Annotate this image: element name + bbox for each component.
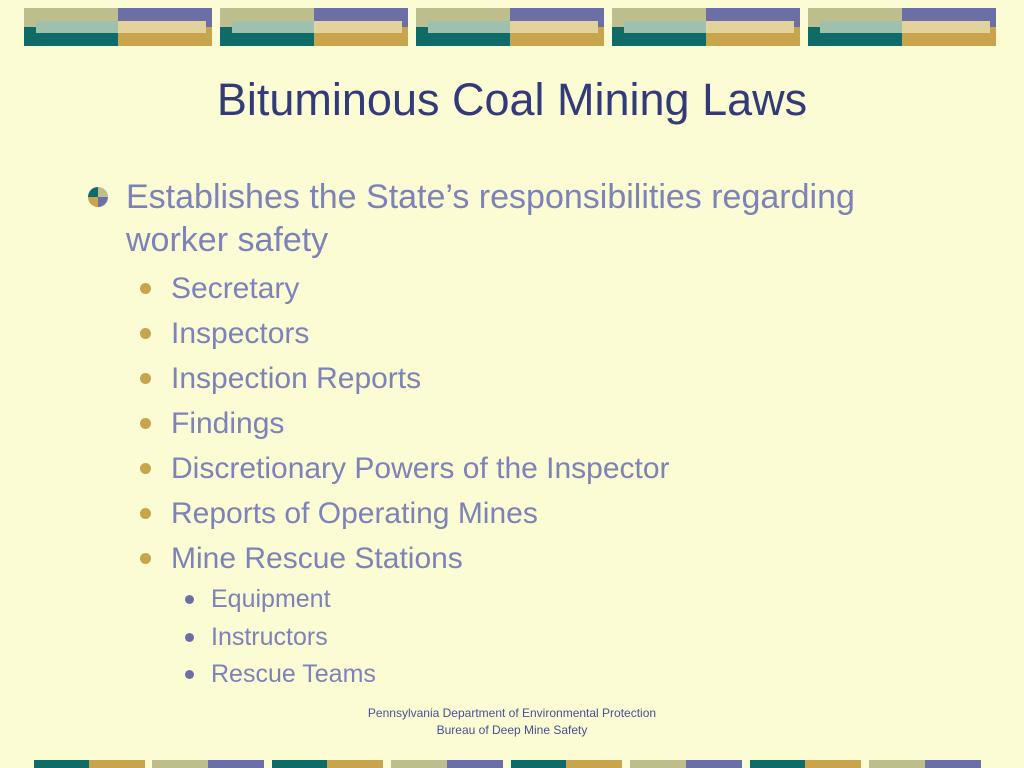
quartered-circle-icon [88,187,108,207]
sub-sub-bullet-item [185,619,966,657]
slate-dot-icon [185,670,194,679]
sub-bullet-text: Reports of Operating Mines [171,497,538,530]
slide-footer [0,705,1024,739]
gold-dot-icon [140,553,151,564]
gold-dot-icon [140,373,151,384]
main-bullet-point [86,176,966,262]
footer-bureau: Bureau of Deep Mine Safety [436,723,588,737]
top-decoration-banner [24,8,1000,46]
sub-bullet-item [140,311,966,356]
footer-organization: Pennsylvania Department of Environmental Protection [367,706,657,720]
sub-sub-bullet-item [185,656,966,694]
sub-bullet-item [140,446,966,491]
slate-dot-icon [185,595,194,604]
sub-bullet-item [140,356,966,401]
gold-dot-icon [140,463,151,474]
main-bullet-text: Establishes the State’s responsibilities regarding worker safety [126,178,855,259]
slide-body [86,176,966,694]
sub-bullet-item [140,266,966,311]
sub-sub-bullet-text: Instructors [211,622,328,651]
gold-dot-icon [140,283,151,294]
sub-sub-bullet-text: Equipment [211,585,331,613]
sub-sub-bullet-item [185,581,966,619]
sub-bullet-text: Inspectors [171,317,310,350]
sub-bullet-text: Mine Rescue Stations [171,542,463,575]
sub-bullet-item [140,401,966,446]
sub-bullet-text: Discretionary Powers of the Inspector [171,452,670,485]
bottom-decoration-strip [34,760,990,768]
decoration-block [808,8,996,46]
gold-dot-icon [140,508,151,519]
sub-bullet-list [86,266,966,694]
decoration-block [612,8,800,46]
gold-dot-icon [140,418,151,429]
decoration-block [220,8,408,46]
sub-bullet-text: Findings [171,407,285,440]
sub-sub-bullet-text: Rescue Teams [211,660,376,688]
decoration-block [24,8,212,46]
sub-bullet-text: Secretary [171,272,300,305]
gold-dot-icon [140,328,151,339]
sub-sub-bullet-list [140,581,966,694]
sub-bullet-item [140,536,966,581]
sub-bullet-text: Inspection Reports [171,362,422,395]
decoration-block [416,8,604,46]
slate-dot-icon [185,633,194,642]
sub-bullet-item [140,491,966,536]
slide-title: Bituminous Coal Mining Laws [216,74,808,125]
